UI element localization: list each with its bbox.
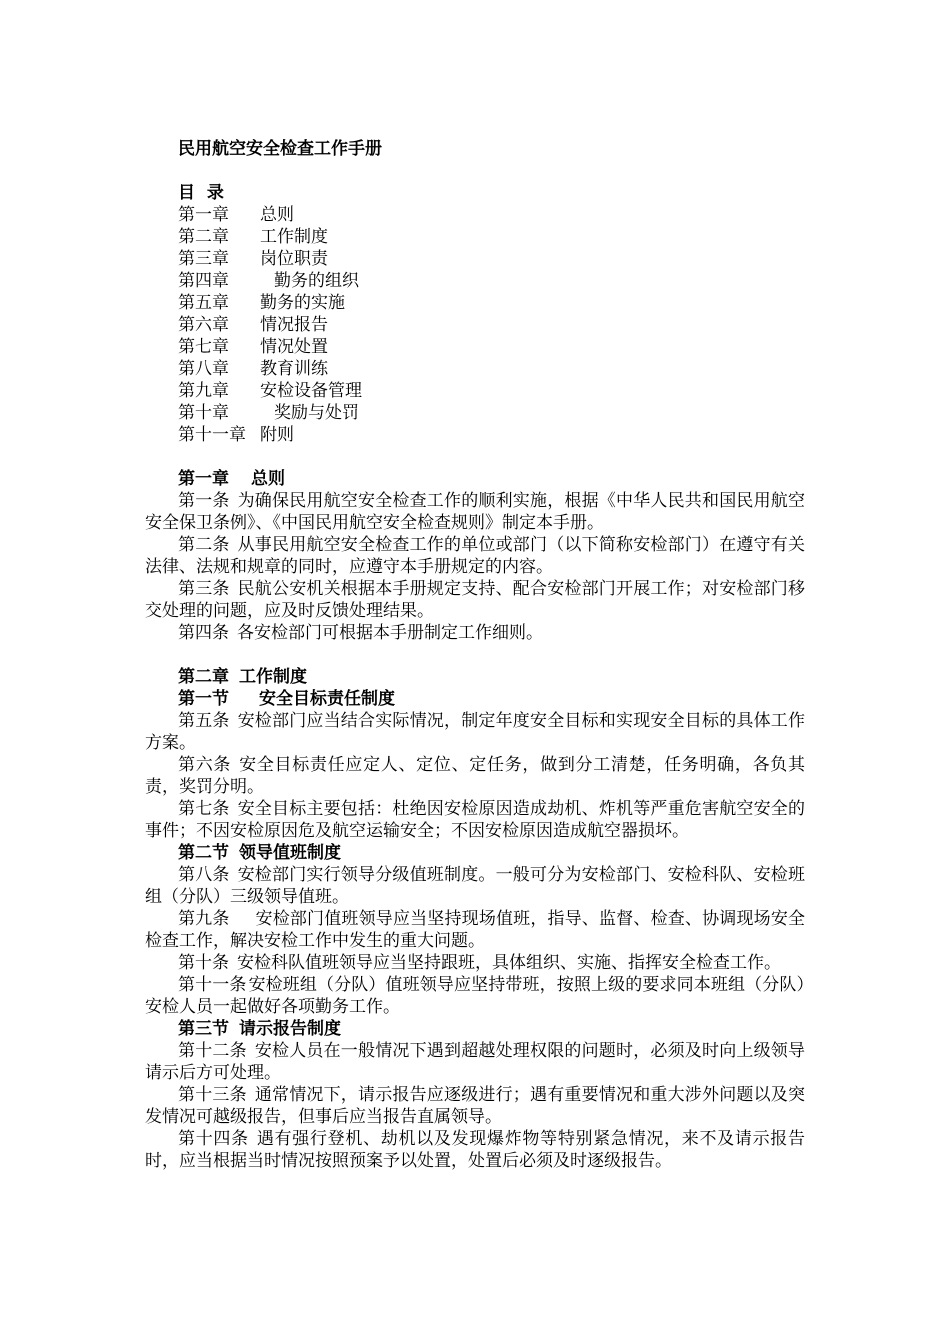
toc-chapter-name: 总则: [260, 205, 294, 225]
toc-chapter-name: 情况报告: [260, 315, 328, 335]
article-text: 安检部门值班领导应当坚持现场值班，指导、监督、检查、协调现场安全检查工作，解决安检工作中发生的重大问题。: [145, 909, 806, 951]
article-label: 第十三条: [178, 1085, 247, 1105]
toc-chapter-number: 第六章: [178, 315, 229, 335]
section-heading: [145, 842, 805, 864]
toc-item: [145, 314, 805, 336]
article-paragraph: [145, 1084, 805, 1128]
article-label: 第十二条: [178, 1041, 247, 1061]
article-text: 从事民用航空安全检查工作的单位或部门（以下简称安检部门）在遵守有关法律、法规和规章的同时，应遵守本手册规定的内容。: [145, 535, 806, 577]
article-text: 安全目标责任应定人、定位、定任务，做到分工清楚，任务明确，各负其责，奖罚分明。: [145, 755, 806, 797]
toc-chapter-name: 教育训练: [260, 359, 328, 379]
section-heading: [145, 1018, 805, 1040]
toc-item: [145, 248, 805, 270]
section-number: 第二节: [178, 843, 229, 863]
chapter-name: 总则: [251, 469, 285, 489]
toc-chapter-number: 第十一章: [178, 425, 246, 445]
article-text: 安检人员在一般情况下遇到超越处理权限的问题时，必须及时向上级领导请示后方可处理。: [145, 1041, 806, 1083]
toc-item: [145, 358, 805, 380]
toc-chapter-name: 附则: [260, 425, 294, 445]
article-label: 第十四条: [178, 1129, 249, 1149]
document-title: 民用航空安全检查工作手册: [178, 139, 382, 159]
article-text: 遇有强行登机、劫机以及发现爆炸物等特别紧急情况，来不及请示报告时，应当根据当时情况按照预案予以处置，处置后必须及时逐级报告。: [145, 1129, 806, 1171]
article-text: 安检部门应当结合实际情况，制定年度安全目标和实现安全目标的具体工作方案。: [145, 711, 806, 753]
toc-chapter-name: 情况处置: [260, 337, 328, 357]
article-text: 民航公安机关根据本手册规定支持、配合安检部门开展工作；对安检部门移交处理的问题，应及时反馈处理结果。: [145, 579, 806, 621]
article-label: 第三条: [178, 579, 230, 599]
article-paragraph: [145, 864, 805, 908]
toc-chapter-name: 安检设备管理: [260, 381, 362, 401]
toc-chapter-name: 勤务的组织: [274, 271, 359, 291]
article-text: 为确保民用航空安全检查工作的顺利实施，根据《中华人民共和国民用航空安全保卫条例》、《中国民用航空安全检查规则》制定本手册。: [145, 491, 806, 533]
toc-chapter-name: 工作制度: [260, 227, 328, 247]
toc-chapter-number: 第九章: [178, 381, 229, 401]
article-paragraph: [145, 798, 805, 842]
article-text: 安检班组（分队）值班领导应坚持带班，按照上级的要求同本班组（分队）安检人员一起做好各项勤务工作。: [145, 975, 805, 1017]
article-label: 第十一条: [178, 975, 247, 995]
toc-chapter-name: 奖励与处罚: [274, 403, 359, 423]
toc-chapter-number: 第二章: [178, 227, 229, 247]
toc-chapter-number: 第十章: [178, 403, 229, 423]
toc-item: [145, 292, 805, 314]
toc-item: [145, 424, 805, 446]
toc-chapter-name: 勤务的实施: [260, 293, 345, 313]
chapter-number: 第一章: [178, 469, 229, 489]
toc-item: [145, 270, 805, 292]
article-text: 安检部门实行领导分级值班制度。一般可分为安检部门、安检科队、安检班组（分队）三级领导值班。: [145, 865, 806, 907]
article-paragraph: [145, 1128, 805, 1172]
toc-item: [145, 204, 805, 226]
article-text: 各安检部门可根据本手册制定工作细则。: [237, 623, 543, 643]
spacer: [145, 160, 805, 182]
toc-item: [145, 226, 805, 248]
toc-chapter-number: 第八章: [178, 359, 229, 379]
toc-chapter-number: 第五章: [178, 293, 229, 313]
toc-heading: 目 录: [178, 183, 224, 203]
article-paragraph: [145, 490, 805, 534]
article-text: 安全目标主要包括：杜绝因安检原因造成劫机、炸机等严重危害航空安全的事件；不因安检原因危及航空运输安全；不因安检原因造成航空器损坏。: [145, 799, 806, 841]
toc-chapter-number: 第七章: [178, 337, 229, 357]
article-label: 第一条: [178, 491, 230, 511]
toc-chapter-number: 第四章: [178, 271, 229, 291]
section-name: 安全目标责任制度: [259, 689, 395, 709]
article-label: 第八条: [178, 865, 230, 885]
article-label: 第七条: [178, 799, 230, 819]
article-paragraph: [145, 952, 805, 974]
spacer: [145, 644, 805, 666]
article-label: 第十条: [178, 953, 229, 973]
chapter-number: 第二章: [178, 667, 229, 687]
article-paragraph: [145, 908, 805, 952]
toc-item: [145, 380, 805, 402]
chapter-name: 工作制度: [239, 667, 307, 687]
spacer: [145, 446, 805, 468]
toc-chapter-number: 第一章: [178, 205, 229, 225]
section-name: 请示报告制度: [239, 1019, 341, 1039]
table-of-contents: [145, 204, 805, 446]
article-paragraph: [145, 710, 805, 754]
article-label: 第六条: [178, 755, 232, 775]
chapter-heading: [145, 468, 805, 490]
article-paragraph: [145, 534, 805, 578]
article-paragraph: [145, 974, 805, 1018]
toc-item: [145, 402, 805, 424]
article-label: 第二条: [178, 535, 230, 555]
section-number: 第一节: [178, 689, 229, 709]
article-paragraph: [145, 754, 805, 798]
section-number: 第三节: [178, 1019, 229, 1039]
article-text: 安检科队值班领导应当坚持跟班，具体组织、实施、指挥安全检查工作。: [237, 953, 781, 973]
article-paragraph: [145, 1040, 805, 1084]
section-name: 领导值班制度: [239, 843, 341, 863]
toc-chapter-number: 第三章: [178, 249, 229, 269]
chapter-heading: [145, 666, 805, 688]
section-heading: [145, 688, 805, 710]
article-label: 第九条: [178, 909, 230, 929]
article-paragraph: [145, 578, 805, 622]
document-body: [145, 138, 805, 1172]
article-label: 第五条: [178, 711, 230, 731]
article-label: 第四条: [178, 623, 229, 643]
toc-item: [145, 336, 805, 358]
toc-chapter-name: 岗位职责: [260, 249, 328, 269]
article-text: 通常情况下，请示报告应逐级进行；遇有重要情况和重大涉外问题以及突发情况可越级报告，但事后应当报告直属领导。: [145, 1085, 806, 1127]
article-paragraph: [145, 622, 805, 644]
